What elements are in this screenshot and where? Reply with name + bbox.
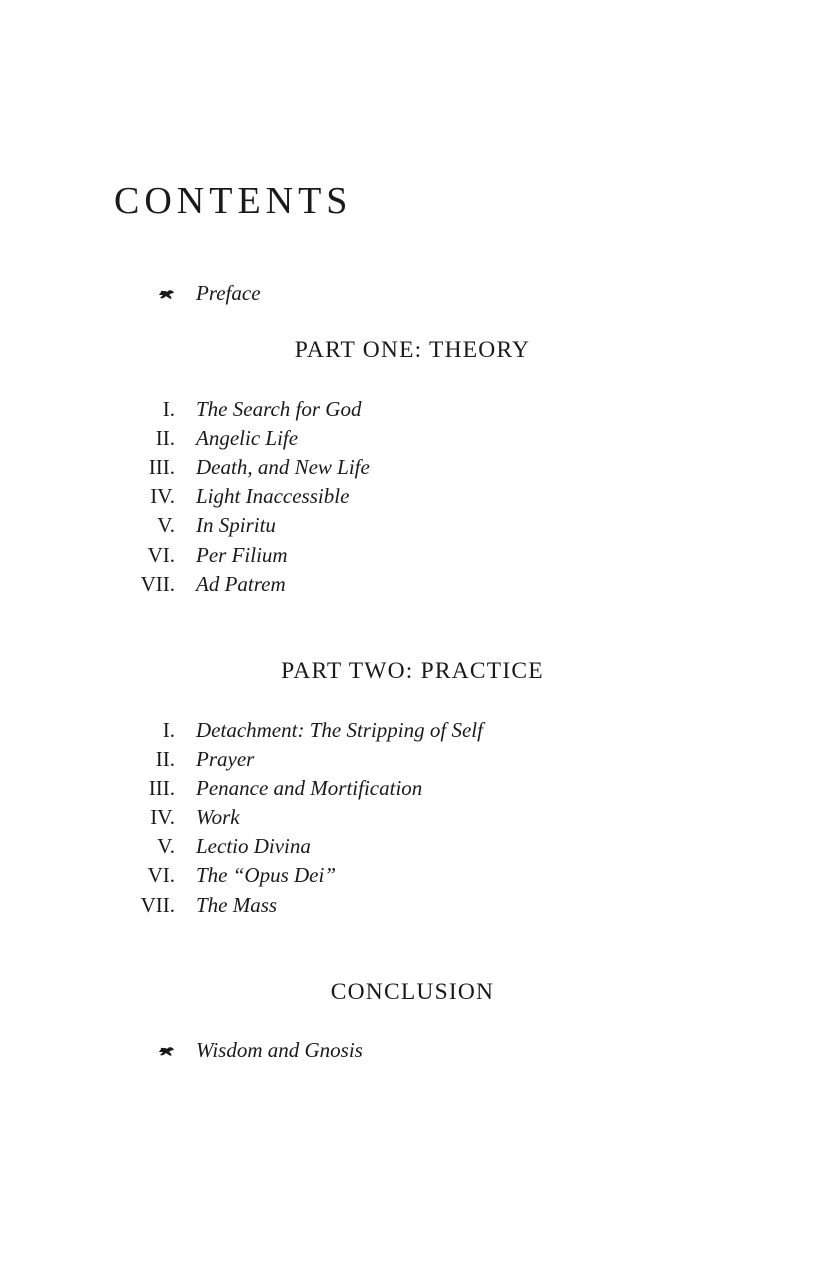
chapter-number: V. [157,834,175,858]
chapter-number: II. [155,747,175,771]
part-one-heading: PART ONE: THEORY [294,337,531,363]
chapter-title: Angelic Life [196,426,299,450]
toc-entry[interactable] [0,861,825,890]
toc-entry[interactable] [0,745,825,774]
toc-entry-preface[interactable] [0,279,825,308]
toc-entry[interactable] [0,774,825,803]
toc-entry[interactable] [0,541,825,570]
toc-entry[interactable] [0,395,825,424]
chapter-title: Detachment: The Stripping of Self [196,718,483,742]
page-title: CONTENTS [114,180,353,222]
chapter-number: III. [148,776,175,800]
chapter-title: Death, and New Life [196,455,370,479]
chapter-number: III. [148,455,175,479]
chapter-number: VII. [140,893,175,917]
chapter-number: VI. [147,863,175,887]
chapter-title: Light Inaccessible [196,484,350,508]
chapter-number: IV. [150,484,175,508]
toc-entry-title: Preface [196,281,261,305]
chapter-number: I. [162,397,175,421]
toc-entry[interactable] [0,570,825,599]
toc-entry[interactable] [0,716,825,745]
toc-entry[interactable] [0,803,825,832]
toc-entry-title: Wisdom and Gnosis [196,1038,363,1062]
chapter-title: In Spiritu [196,513,276,537]
chapter-number: IV. [150,805,175,829]
chapter-title: Work [196,805,240,829]
chapter-title: The “Opus Dei” [196,863,337,887]
toc-entry[interactable] [0,511,825,540]
chapter-number: VI. [147,543,175,567]
chapter-number: V. [157,513,175,537]
toc-entry[interactable] [0,891,825,920]
fleuron-icon [157,279,175,308]
chapter-title: Lectio Divina [196,834,311,858]
part-two-heading: PART TWO: PRACTICE [281,658,544,684]
chapter-title: Per Filium [196,543,288,567]
chapter-title: Ad Patrem [196,572,286,596]
chapter-number: VII. [140,572,175,596]
chapter-title: Prayer [196,747,255,771]
toc-entry[interactable] [0,424,825,453]
chapter-number: I. [162,718,175,742]
fleuron-icon [157,1036,175,1065]
chapter-title: Penance and Mortification [196,776,423,800]
toc-entry[interactable] [0,832,825,861]
toc-entry[interactable] [0,453,825,482]
toc-entry-conclusion[interactable] [0,1036,825,1065]
toc-entry[interactable] [0,482,825,511]
chapter-number: II. [155,426,175,450]
conclusion-heading: CONCLUSION [330,979,495,1005]
chapter-title: The Mass [196,893,278,917]
chapter-title: The Search for God [196,397,362,421]
